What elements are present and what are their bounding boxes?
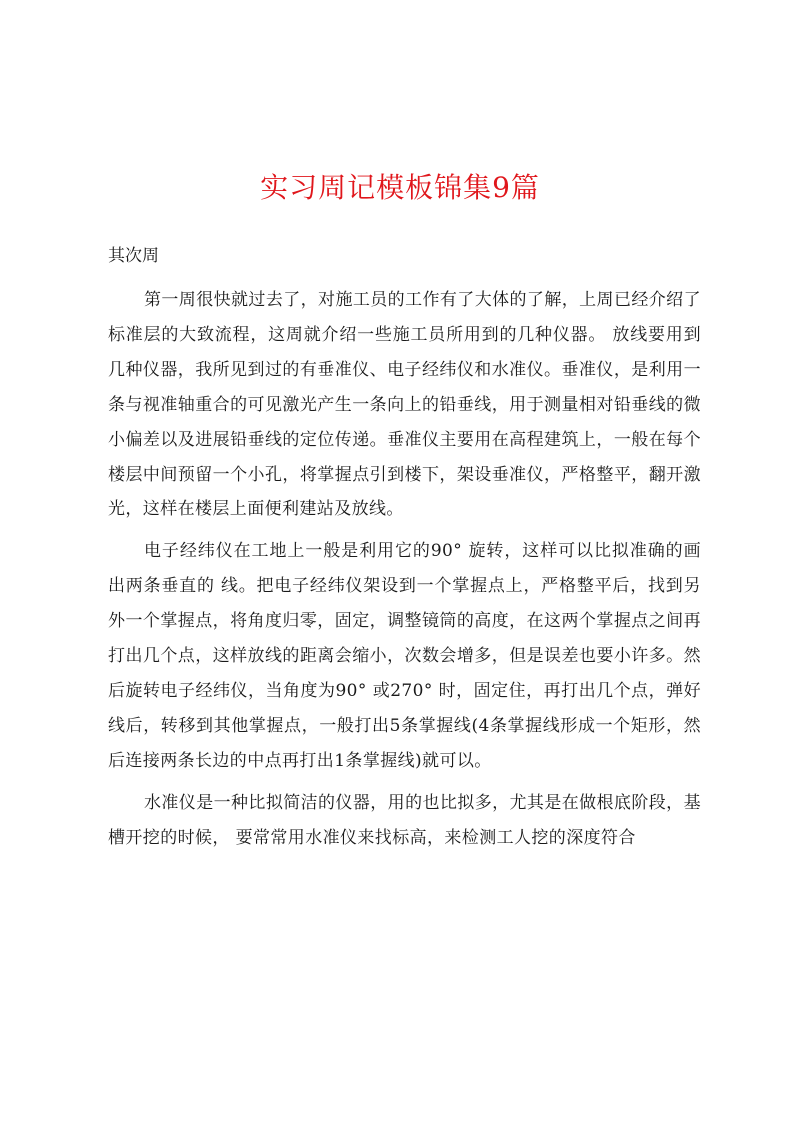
section-label: 其次周 bbox=[108, 246, 159, 266]
document-body bbox=[108, 283, 701, 863]
paragraph-1: 第一周很快就过去了，对施工员的工作有了大体的了解，上周已经介绍了标准层的大致流程，这周就介绍一些施工员所用到的几种仪器。 放线要用到几种仪器，我所见到过的有垂准仪、电子经纬仪和水准仪。垂准仪，是利用一条与视准轴重合的可见激光产生一条向上的铅垂线，用于测量相对铅垂线的微小偏差以及进展铅垂线的定位传递。垂准仪主要用在高程建筑上，一般在每个楼层中间预留一个小孔，将掌握点引到楼下，架设垂准仪，严格整平，翻开激光，这样在楼层上面便利建站及放线。 bbox=[108, 290, 701, 520]
document-title: 实习周记模板锦集9篇 bbox=[260, 171, 540, 204]
paragraph-2: 电子经纬仪在工地上一般是利用它的90° 旋转，这样可以比拟准确的画出两条垂直的 线。把电子经纬仪架设到一个掌握点上，严格整平后，找到另外一个掌握点，将角度归零，固定，调整镜筒的高度，在这两个掌握点之间再打出几个点，这样放线的距离会缩小，次数会增多，但是误差也要小许多。然后旋转电子经纬仪，当角度为90° 或270° 时，固定住，再打出几个点，弹好线后，转移到其他掌握点，一般打出5条掌握线(4条掌握线形成一个矩形，然后连接两条长边的中点再打出1条掌握线)就可以。 bbox=[108, 541, 701, 771]
paragraph-3: 水准仪是一种比拟简洁的仪器，用的也比拟多，尤其是在做根底阶段，基槽开挖的时候， 要常常用水准仪来找标高，来检测工人挖的深度符合 bbox=[108, 792, 701, 848]
